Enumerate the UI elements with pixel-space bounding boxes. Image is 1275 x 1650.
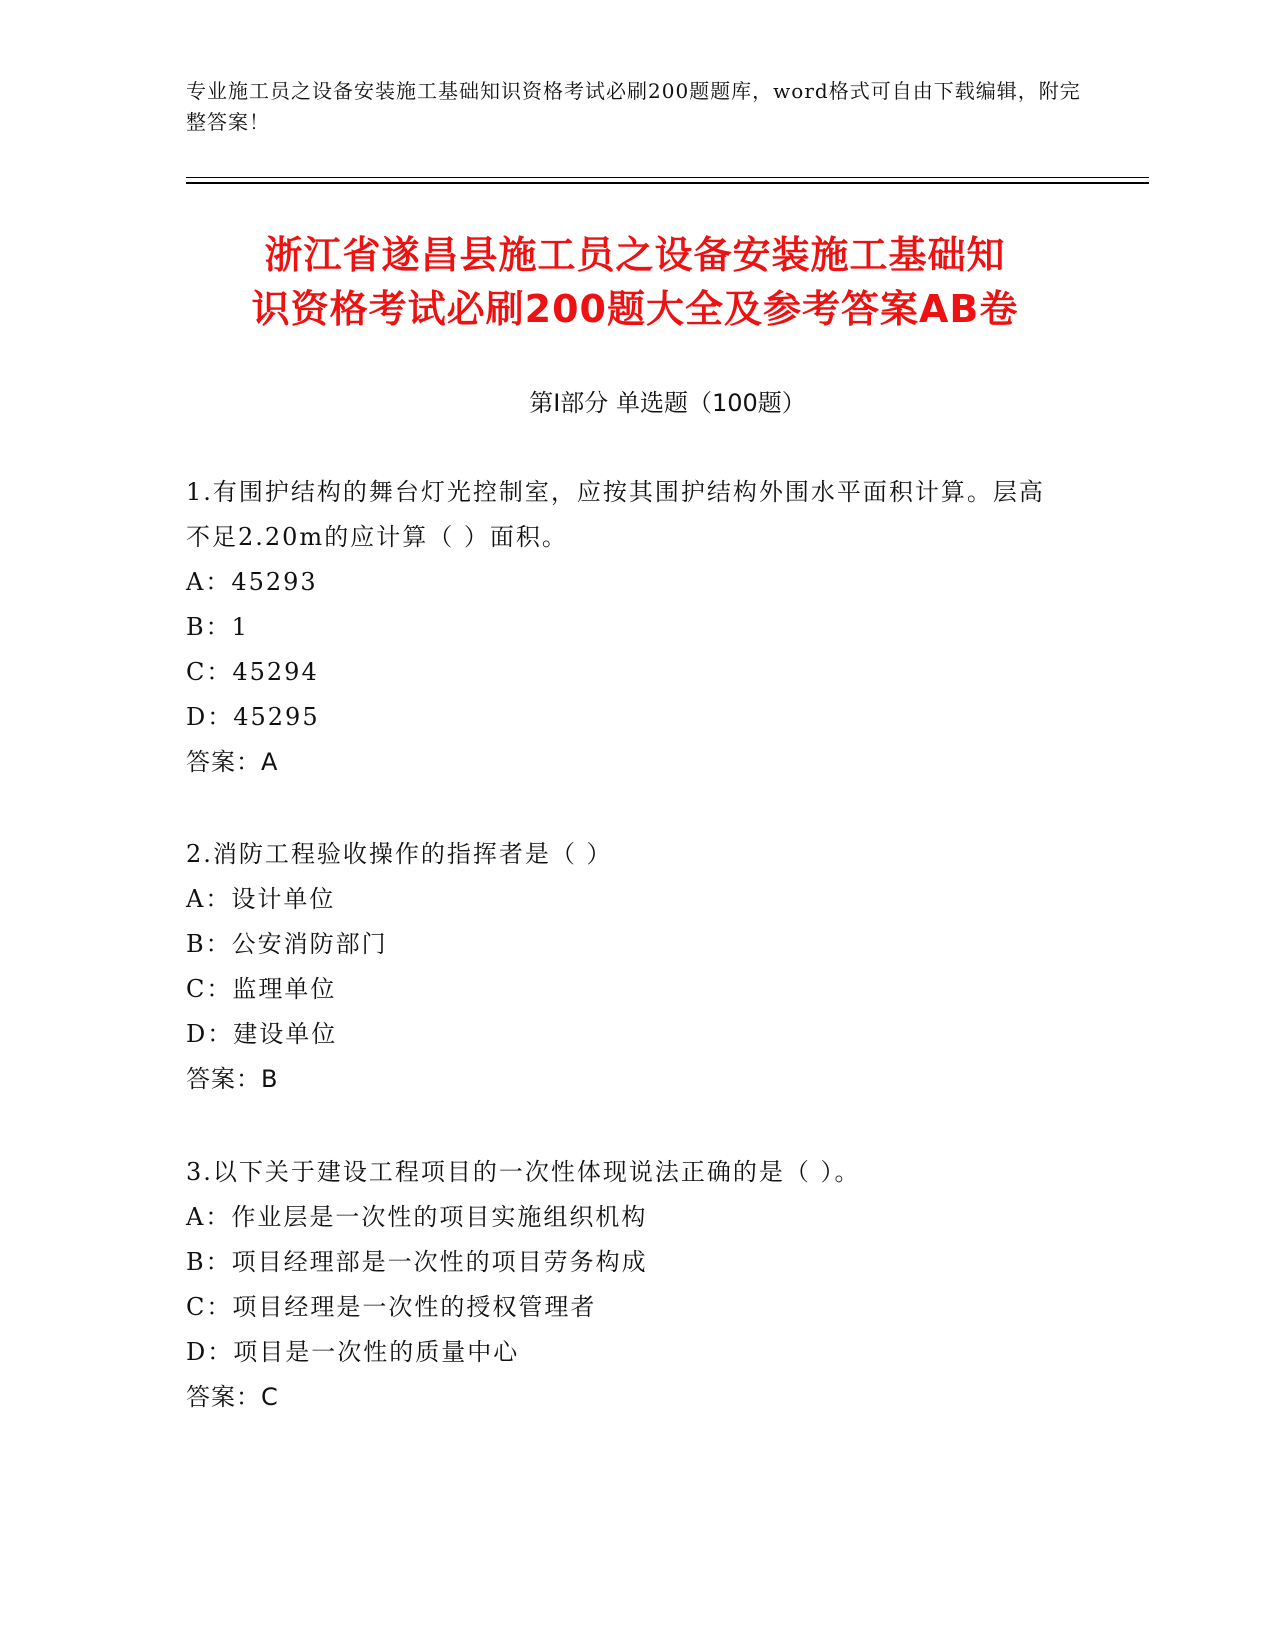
option-c: C：45294: [186, 658, 319, 686]
answer: 答案：B: [186, 1065, 279, 1093]
document-title-line-2: 识资格考试必刷200题大全及参考答案AB卷: [251, 287, 1019, 331]
document-title-line-1: 浙江省遂昌县施工员之设备安装施工基础知: [264, 233, 1006, 277]
option-b: B：1: [186, 613, 249, 641]
header-rule-thick: [186, 182, 1149, 184]
option-c: C：项目经理是一次性的授权管理者: [186, 1293, 597, 1321]
answer: 答案：C: [186, 1383, 279, 1411]
question-3: [186, 1150, 1066, 1420]
option-b: B：公安消防部门: [186, 930, 388, 958]
option-d: D：建设单位: [186, 1020, 338, 1048]
section-title: 第Ⅰ部分 单选题（100题）: [529, 389, 806, 417]
header-rule-thin: [186, 177, 1149, 178]
option-a: A：设计单位: [186, 885, 336, 913]
option-a: A：45293: [186, 568, 318, 596]
option-d: D：项目是一次性的质量中心: [186, 1338, 520, 1366]
question-1: [186, 470, 1066, 785]
option-b: B：项目经理部是一次性的项目劳务构成: [186, 1248, 648, 1276]
question-stem: 2.消防工程验收操作的指挥者是（ ）: [186, 840, 613, 868]
option-c: C：监理单位: [186, 975, 337, 1003]
option-d: D：45295: [186, 703, 320, 731]
question-stem: 1.有围护结构的舞台灯光控制室，应按其围护结构外围水平面积计算。层高不足2.20m的应计算（ ）面积。: [186, 478, 1045, 551]
question-stem: 3.以下关于建设工程项目的一次性体现说法正确的是（ ）。: [186, 1158, 861, 1186]
option-a: A：作业层是一次性的项目实施组织机构: [186, 1203, 648, 1231]
header-note: 专业施工员之设备安装施工基础知识资格考试必刷200题题库，word格式可自由下载编辑，附完整答案！: [186, 79, 1081, 134]
document-title: [160, 228, 1110, 336]
question-2: [186, 832, 1066, 1102]
answer: 答案：A: [186, 748, 279, 776]
